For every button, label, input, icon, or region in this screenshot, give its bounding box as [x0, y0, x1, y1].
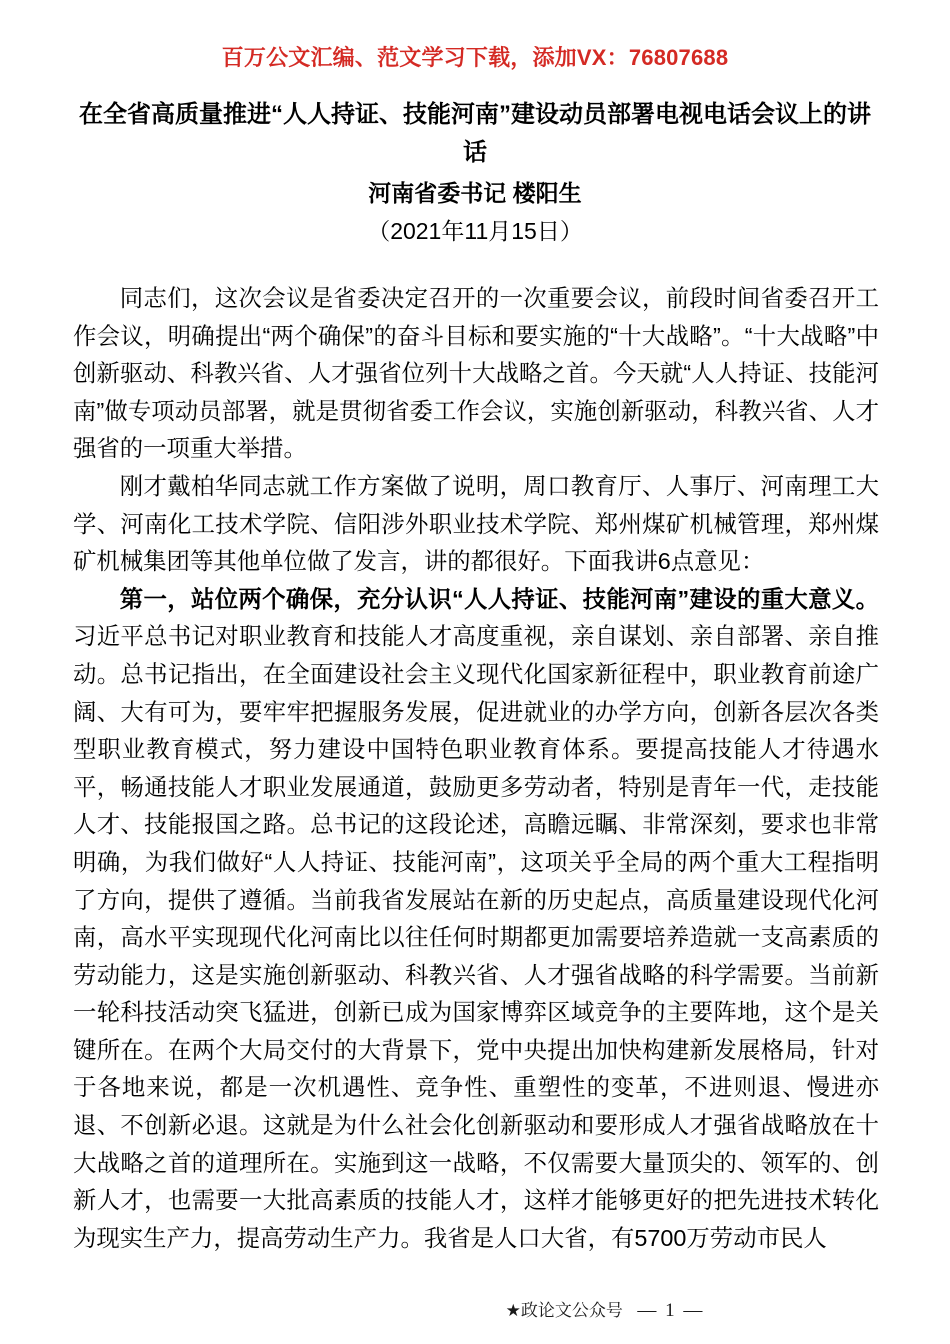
paragraph-3: [73, 581, 879, 1258]
document-author: 河南省委书记 楼阳生: [368, 180, 582, 206]
document-date: （2021年11月15日）: [367, 218, 583, 244]
promo-banner: 百万公文汇编、范文学习下载，添加VX：76807688: [221, 45, 729, 70]
page-footer: [0, 1296, 950, 1322]
page-number: — 1 —: [637, 1300, 705, 1321]
title-block: [73, 96, 877, 250]
document-body: [73, 280, 879, 1257]
footer-inner: [506, 1296, 705, 1322]
paragraph-2: [73, 468, 879, 581]
paragraph-1-text: 同志们，这次会议是省委决定召开的一次重要会议，前段时间省委召开工作会议，明确提出“两个确保”的奋斗目标和要实施的“十大战略”。“十大战略”中创新驱动、科教兴省、人才强省位列十大战略之首。今天就“人人持证、技能河南”做专项动员部署，就是贯彻省委工作会议，实施创新驱动，科教兴省、人才强省的一项重大举措。: [73, 285, 879, 462]
paragraph-3-lead: 第一，站位两个确保，充分认识“人人持证、技能河南”建设的重大意义。: [119, 585, 879, 612]
paragraph-2-text: 刚才戴柏华同志就工作方案做了说明，周口教育厅、人事厅、河南理工大学、河南化工技术学院、信阳涉外职业技术学院、郑州煤矿机械管理，郑州煤矿机械集团等其他单位做了发言，讲的都很好。下面我讲6点意见：: [73, 472, 879, 575]
page-title: 在全省高质量推进“人人持证、技能河南”建设动员部署电视电话会议上的讲话: [79, 101, 871, 166]
paragraph-1: [73, 280, 879, 468]
paragraph-3-text: 习近平总书记对职业教育和技能人才高度重视，亲自谋划、亲自部署、亲自推动。总书记指出，在全面建设社会主义现代化国家新征程中，职业教育前途广阔、大有可为，要牢牢把握服务发展，促进就业的办学方向，创新各层次各类型职业教育模式，努力建设中国特色职业教育体系。要提高技能人才待遇水平，畅通技能人才职业发展通道，鼓励更多劳动者，特别是青年一代，走技能人才、技能报国之路。总书记的这段论述，高瞻远瞩、非常深刻，要求也非常明确，为我们做好“人人持证、技能河南”，这项关乎全局的两个重大工程指明了方向，提供了遵循。当前我省发展站在新的历史起点，高质量建设现代化河南，高水平实现现代化河南比以往任何时期都更加需要培养造就一支高素质的劳动能力，这是实施创新驱动、科教兴省、人才强省战略的科学需要。当前新一轮科技活动突飞猛进，创新已成为国家博弈区域竞争的主要阵地，这个是关键所在。在两个大局交付的大背景下，党中央提出加快构建新发展格局，针对于各地来说，都是一次机遇性、竞争性、重塑性的变革，不进则退、慢进亦退、不创新必退。这就是为什么社会化创新驱动和要形成人才强省战略放在十大战略之首的道理所在。实施到这一战略，不仅需要大量顶尖的、领军的、创新人才，也需要一大批高素质的技能人才，这样才能够更好的把先进技术转化为现实生产力，提高劳动生产力。我省是人口大省，有5700万劳动市民人: [73, 623, 879, 1251]
footer-watermark: ★政论文公众号: [505, 1301, 623, 1320]
